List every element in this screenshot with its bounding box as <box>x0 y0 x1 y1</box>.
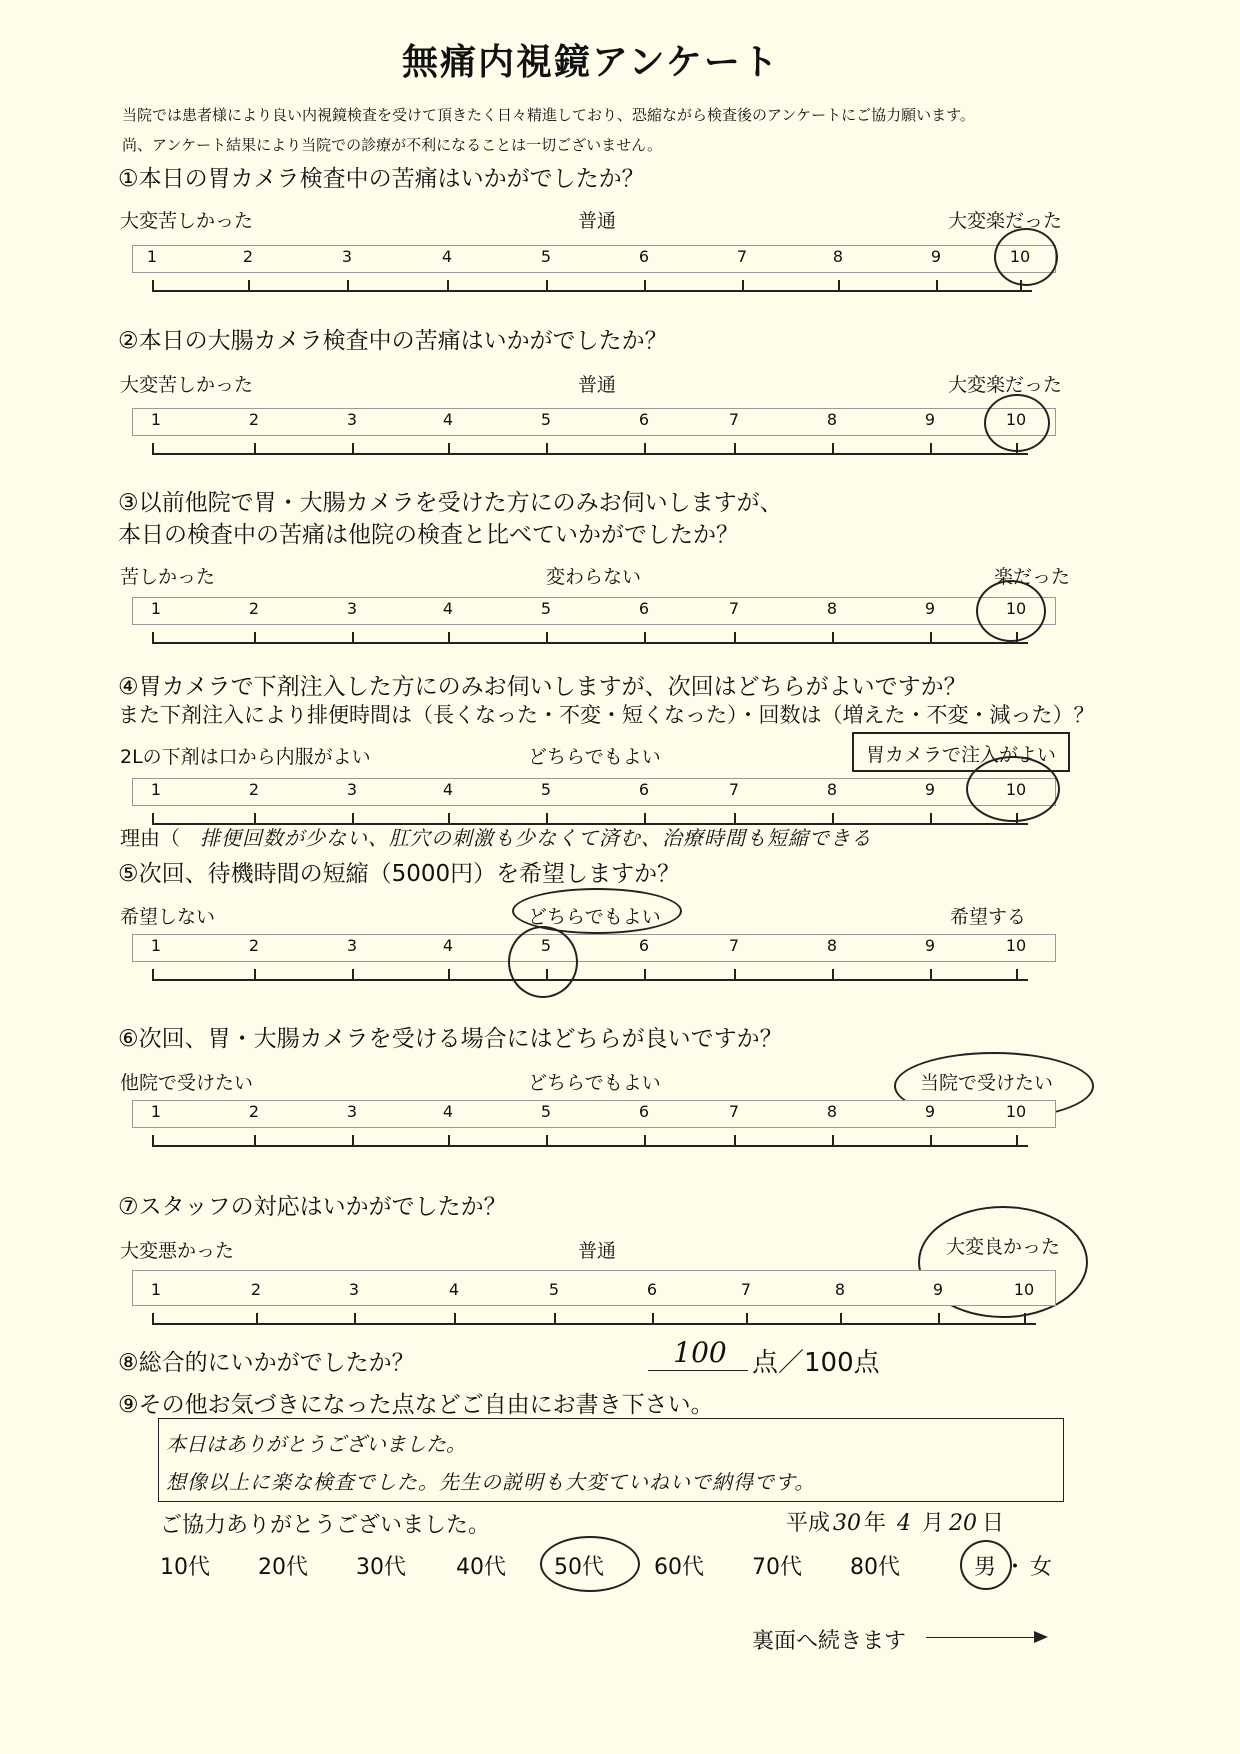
thanks-text: ご協力ありがとうございました。 <box>160 1513 491 1538</box>
q6-scale-number[interactable]: 3 <box>346 1102 358 1121</box>
q1-scale-number[interactable]: 8 <box>832 247 844 266</box>
q5-label-left: 希望しない <box>120 906 216 928</box>
q1-scale-number[interactable]: 7 <box>736 247 748 266</box>
q6-scale-number[interactable]: 8 <box>826 1102 838 1121</box>
q4-scale-number[interactable]: 10 <box>1005 780 1027 799</box>
q1-scale-tick <box>347 280 349 291</box>
q2-scale-tick <box>734 443 736 454</box>
question-6: ⑥次回、胃・大腸カメラを受ける場合にはどちらが良いですか？ <box>118 1026 783 1052</box>
q6-label-right: 当院で受けたい <box>920 1072 1054 1094</box>
q4-reason-label: 理由（ <box>120 826 180 850</box>
question-8: ⑧総合的にいかがでしたか？ <box>118 1350 415 1376</box>
q6-scale-number[interactable]: 7 <box>728 1102 740 1121</box>
q1-label-mid: 普通 <box>578 210 617 232</box>
q3-scale-number[interactable]: 3 <box>346 599 358 618</box>
q2-scale-number[interactable]: 7 <box>728 410 740 429</box>
age-option-80s[interactable]: 80代 <box>850 1555 900 1580</box>
q4-scale-number[interactable]: 3 <box>346 780 358 799</box>
q7-scale-tick <box>152 1313 154 1324</box>
gender-female[interactable]: 女 <box>1030 1555 1053 1580</box>
q4-scale-number[interactable]: 8 <box>826 780 838 799</box>
age-option-20s[interactable]: 20代 <box>258 1555 308 1580</box>
q3-scale-tick <box>152 632 154 643</box>
q2-scale-number[interactable]: 1 <box>150 410 162 429</box>
gender-male[interactable]: 男 <box>974 1555 997 1580</box>
q5-scale-tick <box>254 969 256 980</box>
q6-scale-number[interactable]: 9 <box>924 1102 936 1121</box>
q6-scale-number[interactable]: 5 <box>540 1102 552 1121</box>
age-option-60s[interactable]: 60代 <box>654 1555 704 1580</box>
q1-scale-number[interactable]: 4 <box>441 247 453 266</box>
q2-label-right: 大変楽だった <box>948 374 1063 396</box>
question-4-line-2: また下剤注入により排便時間は（長くなった・不変・短くなった）・回数は（増えた・不変・減った）？ <box>118 703 1095 727</box>
q6-label-left: 他院で受けたい <box>120 1072 254 1094</box>
gender-male-circle <box>960 1540 1012 1590</box>
q4-scale-number[interactable]: 2 <box>248 780 260 799</box>
q3-scale-rule <box>152 642 1028 644</box>
q5-scale-number[interactable]: 5 <box>540 936 552 955</box>
q3-scale-tick <box>832 632 834 643</box>
q2-scale-tick <box>644 443 646 454</box>
q7-label-left: 大変悪かった <box>120 1240 235 1262</box>
q7-scale-number[interactable]: 8 <box>834 1280 846 1299</box>
q3-scale-tick <box>254 632 256 643</box>
age-option-40s[interactable]: 40代 <box>456 1555 506 1580</box>
q7-scale-number[interactable]: 9 <box>932 1280 944 1299</box>
question-1: ①本日の胃カメラ検査中の苦痛はいかがでしたか？ <box>118 166 645 192</box>
q7-scale-tick <box>554 1313 556 1324</box>
age-option-10s[interactable]: 10代 <box>160 1555 210 1580</box>
q5-scale-number[interactable]: 8 <box>826 936 838 955</box>
q2-scale-tick <box>930 443 932 454</box>
q2-scale-rule <box>152 453 1028 455</box>
q5-label-right: 希望する <box>950 906 1027 928</box>
q1-scale-tick <box>838 280 840 291</box>
q8-score-underline <box>648 1370 748 1371</box>
q6-scale-number[interactable]: 2 <box>248 1102 260 1121</box>
q5-scale-tick <box>930 969 932 980</box>
q2-scale-number[interactable]: 2 <box>248 410 260 429</box>
q4-label-left: 2Lの下剤は口から内服がよい <box>120 746 371 768</box>
q5-rating-scale[interactable] <box>0 934 1240 984</box>
q2-scale-number[interactable]: 9 <box>924 410 936 429</box>
q6-scale-tick <box>254 1135 256 1146</box>
q3-label-mid: 変わらない <box>546 566 642 588</box>
q8-score-handwritten[interactable]: 100 <box>673 1336 727 1369</box>
q1-scale-number[interactable]: 9 <box>930 247 942 266</box>
q6-scale-number[interactable]: 4 <box>442 1102 454 1121</box>
q6-scale-tick <box>832 1135 834 1146</box>
q3-scale-tick <box>930 632 932 643</box>
continue-arrow-icon <box>1034 1631 1048 1643</box>
continue-arrow-line <box>926 1637 1036 1638</box>
date-month-unit: 月 <box>922 1511 945 1536</box>
q5-scale-number[interactable]: 7 <box>728 936 740 955</box>
q5-scale-rule <box>152 979 1028 981</box>
q3-scale-tick <box>352 632 354 643</box>
q2-label-left: 大変苦しかった <box>120 374 254 396</box>
q2-scale-number[interactable]: 8 <box>826 410 838 429</box>
q5-scale-tick <box>1016 969 1018 980</box>
q1-scale-tick <box>248 280 250 291</box>
page-title: 無痛内視鏡アンケート <box>402 42 780 83</box>
q3-scale-number[interactable]: 6 <box>638 599 650 618</box>
q6-scale-number[interactable]: 10 <box>1005 1102 1027 1121</box>
q1-scale-number[interactable]: 5 <box>540 247 552 266</box>
q4-scale-number[interactable]: 4 <box>442 780 454 799</box>
q3-scale-number[interactable]: 1 <box>150 599 162 618</box>
q2-scale-number[interactable]: 10 <box>1005 410 1027 429</box>
q5-scale-tick <box>448 969 450 980</box>
q1-scale-tick <box>936 280 938 291</box>
q6-scale-tick <box>546 1135 548 1146</box>
intro-line-1: 当院では患者様により良い内視鏡検査を受けて頂きたく日々精進しており、恐縮ながら検査後のアンケートにご協力願います。 <box>122 106 975 124</box>
q7-scale-rule <box>152 1323 1036 1325</box>
age-option-70s[interactable]: 70代 <box>752 1555 802 1580</box>
date-day-unit: 日 <box>982 1511 1005 1536</box>
q2-scale-tick <box>352 443 354 454</box>
q6-scale-tick <box>448 1135 450 1146</box>
q7-scale-tick <box>354 1313 356 1324</box>
q2-scale-tick <box>152 443 154 454</box>
q4-scale-tick <box>930 813 932 824</box>
q7-scale-number[interactable]: 4 <box>448 1280 460 1299</box>
date-era: 平成 <box>786 1511 831 1536</box>
age-option-50s[interactable]: 50代 <box>554 1555 604 1580</box>
q7-scale-number[interactable]: 6 <box>646 1280 658 1299</box>
q4-reason-handwritten: 排便回数が少ない、肛穴の刺激も少なくて済む、治療時間も短縮できる <box>200 826 872 850</box>
intro-line-2: 尚、アンケート結果により当院での診療が不利になることは一切ございません。 <box>122 136 663 154</box>
q7-scale-number[interactable]: 10 <box>1013 1280 1035 1299</box>
q2-scale-tick <box>448 443 450 454</box>
q5-scale-number[interactable]: 1 <box>150 936 162 955</box>
q2-scale-number[interactable]: 6 <box>638 410 650 429</box>
q5-scale-tick <box>152 969 154 980</box>
q1-scale-tick <box>447 280 449 291</box>
q5-scale-number[interactable]: 4 <box>442 936 454 955</box>
q3-scale-number[interactable]: 2 <box>248 599 260 618</box>
q5-scale-number[interactable]: 3 <box>346 936 358 955</box>
q3-scale-tick <box>644 632 646 643</box>
q2-scale-number[interactable]: 5 <box>540 410 552 429</box>
q1-scale-number[interactable]: 10 <box>1009 247 1031 266</box>
q3-label-right: 楽だった <box>994 566 1071 588</box>
q1-scale-number[interactable]: 6 <box>638 247 650 266</box>
q7-label-right: 大変良かった <box>946 1236 1061 1258</box>
question-9: ⑨その他お気づきになった点などご自由にお書き下さい。 <box>118 1392 714 1418</box>
q4-label-right: 胃カメラで注入がよい <box>866 744 1057 766</box>
continue-text: 裏面へ続きます <box>752 1629 907 1654</box>
q1-scale-number[interactable]: 2 <box>242 247 254 266</box>
q3-scale-number[interactable]: 10 <box>1005 599 1027 618</box>
q6-scale-tick <box>930 1135 932 1146</box>
q2-scale-number[interactable]: 3 <box>346 410 358 429</box>
q3-scale-tick <box>734 632 736 643</box>
q5-scale-number[interactable]: 6 <box>638 936 650 955</box>
q9-comment-line-2: 想像以上に楽な検査でした。先生の説明も大変ていねいで納得です。 <box>166 1470 816 1494</box>
q6-scale-rule <box>152 1145 1028 1147</box>
q1-scale-tick <box>742 280 744 291</box>
date-day[interactable]: 20 <box>949 1511 978 1536</box>
q3-label-left: 苦しかった <box>120 566 216 588</box>
question-3-line-2: 本日の検査中の苦痛は他院の検査と比べていかがでしたか？ <box>118 522 739 548</box>
q7-scale-tick <box>938 1313 940 1324</box>
q9-comment-line-1: 本日はありがとうございました。 <box>166 1432 466 1456</box>
q6-scale-number[interactable]: 6 <box>638 1102 650 1121</box>
q4-scale-number[interactable]: 6 <box>638 780 650 799</box>
q1-scale-number[interactable]: 1 <box>146 247 158 266</box>
date-year-unit: 年 <box>864 1511 887 1536</box>
q2-scale-number[interactable]: 4 <box>442 410 454 429</box>
q6-scale-tick <box>352 1135 354 1146</box>
survey-date <box>786 1506 1004 1537</box>
q7-scale-number[interactable]: 3 <box>348 1280 360 1299</box>
q6-scale-number[interactable]: 1 <box>150 1102 162 1121</box>
q1-scale-tick <box>644 280 646 291</box>
q8-score-suffix: 点／100点 <box>752 1348 880 1378</box>
q1-label-right: 大変楽だった <box>948 210 1063 232</box>
q2-scale-tick <box>832 443 834 454</box>
q6-scale-tick <box>734 1135 736 1146</box>
q5-scale-number[interactable]: 10 <box>1005 936 1027 955</box>
q1-scale-number[interactable]: 3 <box>341 247 353 266</box>
q6-scale-tick <box>152 1135 154 1146</box>
q4-scale-number[interactable]: 7 <box>728 780 740 799</box>
q7-scale-tick <box>256 1313 258 1324</box>
q6-label-mid: どちらでもよい <box>528 1072 661 1094</box>
q5-scale-tick <box>644 969 646 980</box>
q7-scale-tick <box>1024 1313 1026 1324</box>
q2-rating-scale[interactable] <box>0 408 1240 458</box>
q3-scale-tick <box>448 632 450 643</box>
gender-separator: ・ <box>1004 1555 1027 1580</box>
question-7: ⑦スタッフの対応はいかがでしたか？ <box>118 1194 507 1220</box>
q7-scale-number[interactable]: 5 <box>548 1280 560 1299</box>
q4-label-mid: どちらでもよい <box>528 746 661 768</box>
q4-scale-number[interactable]: 5 <box>540 780 552 799</box>
q5-scale-number[interactable]: 2 <box>248 936 260 955</box>
q3-rating-scale[interactable] <box>0 597 1240 647</box>
q7-scale-tick <box>840 1313 842 1324</box>
q1-scale-rule <box>152 290 1032 292</box>
q4-answer-circle <box>966 756 1060 822</box>
q7-scale-tick <box>746 1313 748 1324</box>
q1-scale-tick <box>546 280 548 291</box>
question-5: ⑤次回、待機時間の短縮（5000円）を希望しますか？ <box>118 861 681 887</box>
q6-scale-tick <box>644 1135 646 1146</box>
question-3-line-1: ③以前他院で胃・大腸カメラを受けた方にのみお伺いしますが、 <box>118 490 783 516</box>
q3-answer-circle <box>976 580 1046 642</box>
q3-scale-tick <box>546 632 548 643</box>
q3-scale-number[interactable]: 8 <box>826 599 838 618</box>
q2-answer-circle <box>984 394 1050 452</box>
question-2: ②本日の大腸カメラ検査中の苦痛はいかがでしたか？ <box>118 328 668 354</box>
q5-scale-tick <box>734 969 736 980</box>
date-month[interactable]: 4 <box>897 1511 912 1536</box>
q1-label-left: 大変苦しかった <box>120 210 254 232</box>
q1-answer-circle <box>994 228 1058 286</box>
q2-scale-tick <box>546 443 548 454</box>
q2-label-mid: 普通 <box>578 374 617 396</box>
q1-scale-tick <box>152 280 154 291</box>
q5-scale-tick <box>352 969 354 980</box>
q7-scale-number[interactable]: 1 <box>150 1280 162 1299</box>
q6-rating-scale[interactable] <box>0 1100 1240 1150</box>
q2-scale-tick <box>254 443 256 454</box>
q5-scale-tick <box>832 969 834 980</box>
age-50s-circle <box>540 1536 640 1592</box>
q6-scale-tick <box>1016 1135 1018 1146</box>
question-4-line-1: ④胃カメラで下剤注入した方にのみお伺いしますが、次回はどちらがよいですか？ <box>118 674 967 700</box>
q5-scale-number[interactable]: 9 <box>924 936 936 955</box>
age-option-30s[interactable]: 30代 <box>356 1555 406 1580</box>
q3-scale-number[interactable]: 5 <box>540 599 552 618</box>
q4-scale-number[interactable]: 1 <box>150 780 162 799</box>
date-year[interactable]: 30 <box>833 1511 862 1536</box>
q3-scale-number[interactable]: 7 <box>728 599 740 618</box>
q7-scale-tick <box>454 1313 456 1324</box>
q7-rating-scale[interactable] <box>0 1278 1240 1328</box>
q7-scale-number[interactable]: 2 <box>250 1280 262 1299</box>
q4-scale-number[interactable]: 9 <box>924 780 936 799</box>
q7-label-mid: 普通 <box>578 1240 617 1262</box>
q7-scale-tick <box>652 1313 654 1324</box>
q7-scale-number[interactable]: 7 <box>740 1280 752 1299</box>
q3-scale-number[interactable]: 9 <box>924 599 936 618</box>
q5-label-mid: どちらでもよい <box>528 906 661 928</box>
q3-scale-number[interactable]: 4 <box>442 599 454 618</box>
q5-answer-circle <box>508 926 578 998</box>
